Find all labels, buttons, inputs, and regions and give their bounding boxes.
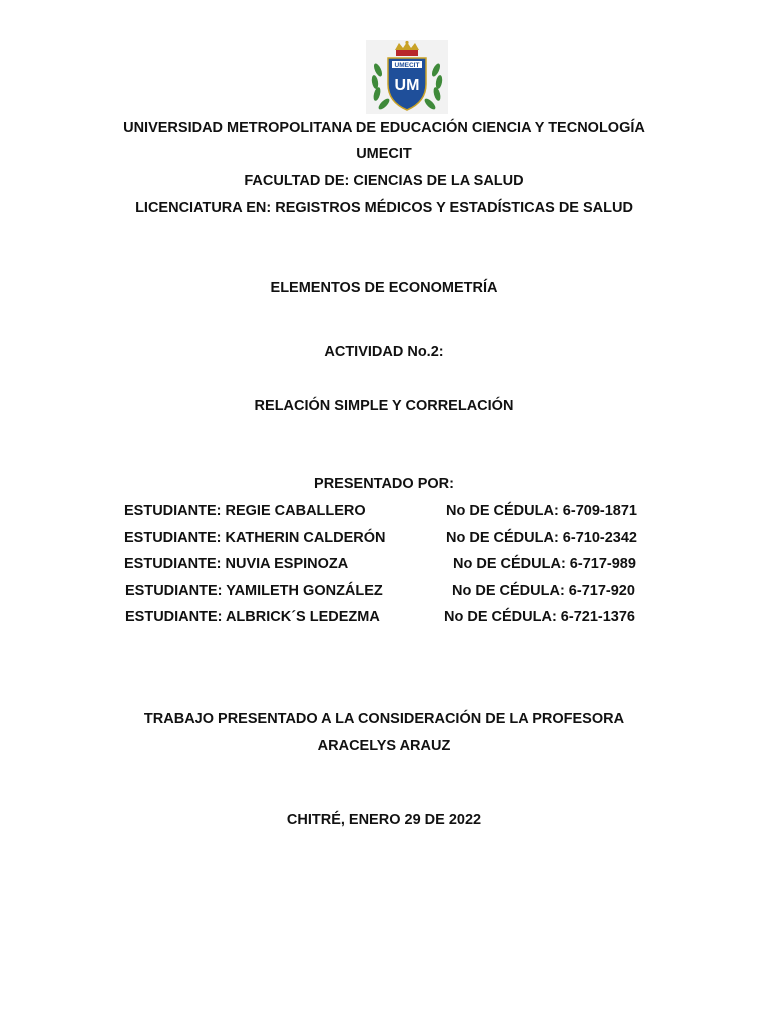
degree-name: LICENCIATURA EN: REGISTROS MÉDICOS Y ESTADÍSTICAS DE SALUD: [135, 200, 633, 216]
student-name: ESTUDIANTE: ALBRICK´S LEDEZMA: [125, 609, 380, 625]
student-name: ESTUDIANTE: NUVIA ESPINOZA: [124, 556, 349, 572]
faculty-name: FACULTAD DE: CIENCIAS DE LA SALUD: [244, 173, 524, 189]
student-id: No DE CÉDULA: 6-710-2342: [446, 530, 637, 546]
university-acronym: UMECIT: [356, 146, 412, 162]
logo-monogram: UM: [394, 77, 420, 94]
university-crest-icon: [366, 40, 448, 114]
university-name: UNIVERSIDAD METROPOLITANA DE EDUCACIÓN CIENCIA Y TECNOLOGÍA: [123, 120, 645, 136]
student-name: ESTUDIANTE: REGIE CABALLERO: [124, 503, 366, 519]
umecit-logo: [366, 40, 448, 114]
student-id: No DE CÉDULA: 6-717-920: [452, 583, 635, 599]
course-title: ELEMENTOS DE ECONOMETRÍA: [270, 280, 498, 296]
submission-statement: TRABAJO PRESENTADO A LA CONSIDERACIÓN DE LA PROFESORA: [143, 711, 625, 727]
student-name: ESTUDIANTE: YAMILETH GONZÁLEZ: [125, 583, 383, 599]
professor-name: ARACELYS ARAUZ: [317, 738, 451, 754]
student-id: No DE CÉDULA: 6-717-989: [453, 556, 636, 572]
topic-title: RELACIÓN SIMPLE Y CORRELACIÓN: [254, 398, 514, 414]
place-date: CHITRÉ, ENERO 29 DE 2022: [286, 812, 482, 828]
presented-by-label: PRESENTADO POR:: [314, 476, 454, 492]
student-id: No DE CÉDULA: 6-721-1376: [444, 609, 635, 625]
student-id: No DE CÉDULA: 6-709-1871: [446, 503, 637, 519]
logo-text: UMECIT: [394, 62, 420, 69]
activity-title: ACTIVIDAD No.2:: [324, 344, 444, 360]
student-name: ESTUDIANTE: KATHERIN CALDERÓN: [124, 530, 386, 546]
